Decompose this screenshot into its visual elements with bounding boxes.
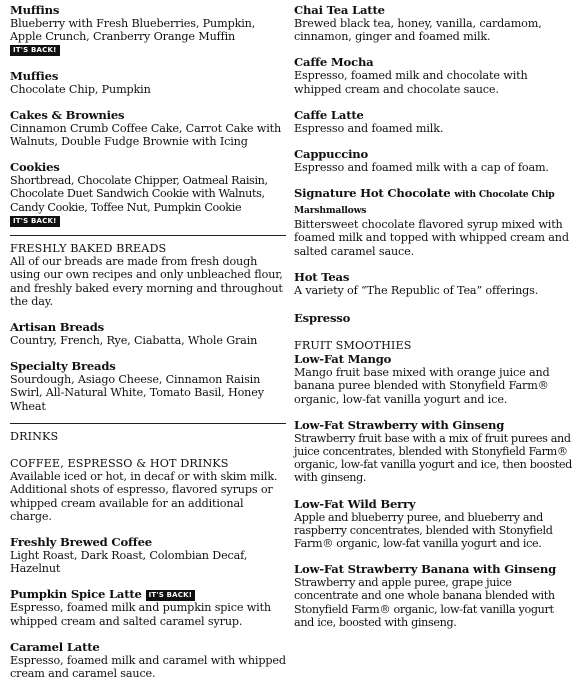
item-description: Espresso, foamed milk and pumpkin spice with whipped cream and salted caramel syrup. bbox=[10, 601, 271, 628]
item-description: Country, French, Rye, Ciabatta, Whole Grain bbox=[10, 334, 258, 348]
menu-item-freshly-brewed-coffee bbox=[10, 535, 286, 575]
item-name-text: Signature Hot Chocolate bbox=[294, 186, 451, 201]
item-name: Low-Fat Strawberry Banana with Ginseng bbox=[294, 562, 556, 577]
menu-item-espresso bbox=[294, 311, 572, 325]
menu-item-chai-tea-latte bbox=[294, 3, 572, 43]
its-back-badge: IT'S BACK! bbox=[146, 590, 196, 601]
item-name: Specialty Breads bbox=[10, 359, 116, 374]
left-column bbox=[10, 0, 286, 680]
menu-item-low-fat-strawberry-banana-ginseng bbox=[294, 562, 572, 629]
menu-item-pumpkin-spice-latte bbox=[10, 587, 286, 627]
item-name-subtitle: with Chocolate Chip Marshmallows bbox=[294, 189, 555, 217]
menu-item-low-fat-strawberry-ginseng bbox=[294, 418, 572, 485]
item-name: Artisan Breads bbox=[10, 320, 104, 335]
item-description bbox=[10, 174, 286, 227]
item-description-text: Blueberry with Fresh Blueberries, Pumpkin, Apple Crunch, Cranberry Orange Muffin bbox=[10, 17, 256, 44]
item-description bbox=[10, 17, 286, 57]
section-title: COFFEE, ESPRESSO & HOT DRINKS bbox=[10, 457, 229, 471]
menu-item-caramel-latte bbox=[10, 640, 286, 680]
right-column bbox=[294, 0, 572, 629]
fruit-smoothies-heading: FRUIT SMOOTHIES bbox=[294, 339, 412, 353]
menu-item-low-fat-wild-berry bbox=[294, 497, 572, 551]
menu-item-caffe-mocha bbox=[294, 55, 572, 95]
item-name: Muffins bbox=[10, 3, 60, 17]
drinks-heading: DRINKS bbox=[10, 429, 59, 443]
section-freshly-baked-breads bbox=[10, 242, 286, 308]
menu-item-muffies bbox=[10, 69, 286, 96]
menu-item-low-fat-mango bbox=[294, 352, 572, 406]
item-name: Muffies bbox=[10, 68, 59, 83]
item-name: Cappuccino bbox=[294, 147, 369, 162]
item-description: Strawberry and apple puree, grape juice concentrate and one whole banana blended with Stonyfield Farm® organic, low-fat vanilla yogurt and ice, boosted with ginseng. bbox=[294, 576, 555, 629]
item-description: Light Roast, Dark Roast, Colombian Decaf, Hazelnut bbox=[10, 549, 248, 576]
section-description: All of our breads are made from fresh dough using our own recipes and only unbleached flour, and freshly baked every morning and throughout the day. bbox=[10, 255, 283, 308]
section-coffee-espresso-hot-drinks bbox=[10, 457, 286, 523]
item-description: Espresso and foamed milk with a cap of foam. bbox=[294, 161, 549, 175]
menu-item-cakes-brownies bbox=[10, 108, 286, 148]
item-name: Hot Teas bbox=[294, 269, 350, 284]
item-description: Strawberry fruit base with a mix of fruit purees and juice concentrates, blended with Stonyfield Farm® organic, low-fat vanilla yogurt and ice, then boosted with ginseng. bbox=[294, 431, 572, 485]
item-description: Espresso and foamed milk. bbox=[294, 121, 444, 135]
item-name: Cakes & Brownies bbox=[10, 107, 125, 122]
section-description: Available iced or hot, in decaf or with skim milk. Additional shots of espresso, flavored syrups or whipped cream available for an additional charge. bbox=[10, 470, 278, 523]
item-description: Chocolate Chip, Pumpkin bbox=[10, 82, 151, 96]
menu-item-cappuccino bbox=[294, 147, 572, 174]
item-name: Espresso bbox=[294, 311, 351, 326]
item-name bbox=[294, 186, 572, 218]
menu-item-muffins bbox=[10, 3, 286, 57]
item-name: Low-Fat Mango bbox=[294, 352, 392, 367]
item-description: Apple and blueberry puree, and blueberry and raspberry concentrates, blended with Stonyfield Farm® organic, low-fat vanilla yogurt and ice. bbox=[294, 510, 553, 551]
item-description: A variety of “The Republic of Tea” offerings. bbox=[294, 283, 539, 297]
item-description: Bittersweet chocolate flavored syrup mixed with foamed milk and topped with whipped cream and salted caramel sauce. bbox=[294, 218, 569, 258]
item-description: Brewed black tea, honey, vanilla, cardamom, cinnamon, ginger and foamed milk. bbox=[294, 17, 542, 44]
section-title: FRESHLY BAKED BREADS bbox=[10, 242, 167, 256]
menu-item-specialty-breads bbox=[10, 359, 286, 413]
item-name: Chai Tea Latte bbox=[294, 3, 385, 17]
item-name: Low-Fat Wild Berry bbox=[294, 496, 416, 511]
item-description: Espresso, foamed milk and chocolate with whipped cream and chocolate sauce. bbox=[294, 69, 528, 96]
item-name-text: Pumpkin Spice Latte bbox=[10, 587, 142, 602]
item-description: Cinnamon Crumb Coffee Cake, Carrot Cake with Walnuts, Double Fudge Brownie with Icing bbox=[10, 121, 282, 149]
item-name: Caffe Latte bbox=[294, 107, 364, 122]
item-description: Sourdough, Asiago Cheese, Cinnamon Raisin Swirl, All-Natural White, Tomato Basil, Honey Wheat bbox=[10, 373, 264, 413]
menu-item-cookies bbox=[10, 160, 286, 227]
menu-item-hot-teas bbox=[294, 270, 572, 297]
menu-item-artisan-breads bbox=[10, 320, 286, 347]
its-back-badge: IT'S BACK! bbox=[10, 45, 60, 56]
item-name: Cookies bbox=[10, 160, 60, 175]
item-description: Espresso, foamed milk and caramel with whipped cream and caramel sauce. bbox=[10, 653, 286, 680]
item-description: Mango fruit base mixed with orange juice and banana puree blended with Stonyfield Farm® organic, low-fat vanilla yogurt and ice. bbox=[294, 366, 550, 406]
item-name bbox=[10, 587, 286, 601]
menu-item-signature-hot-chocolate bbox=[294, 186, 572, 258]
item-name: Low-Fat Strawberry with Ginseng bbox=[294, 417, 505, 432]
item-name: Caramel Latte bbox=[10, 639, 100, 654]
its-back-badge: IT'S BACK! bbox=[10, 216, 60, 227]
item-description-text: Shortbread, Chocolate Chipper, Oatmeal Raisin, Chocolate Duet Sandwich Cookie with Walnuts, Candy Cookie, Toffee Nut, Pumpkin Cookie bbox=[10, 174, 268, 214]
item-name: Caffe Mocha bbox=[294, 55, 374, 70]
item-name: Freshly Brewed Coffee bbox=[10, 535, 152, 550]
menu-item-caffe-latte bbox=[294, 108, 572, 135]
